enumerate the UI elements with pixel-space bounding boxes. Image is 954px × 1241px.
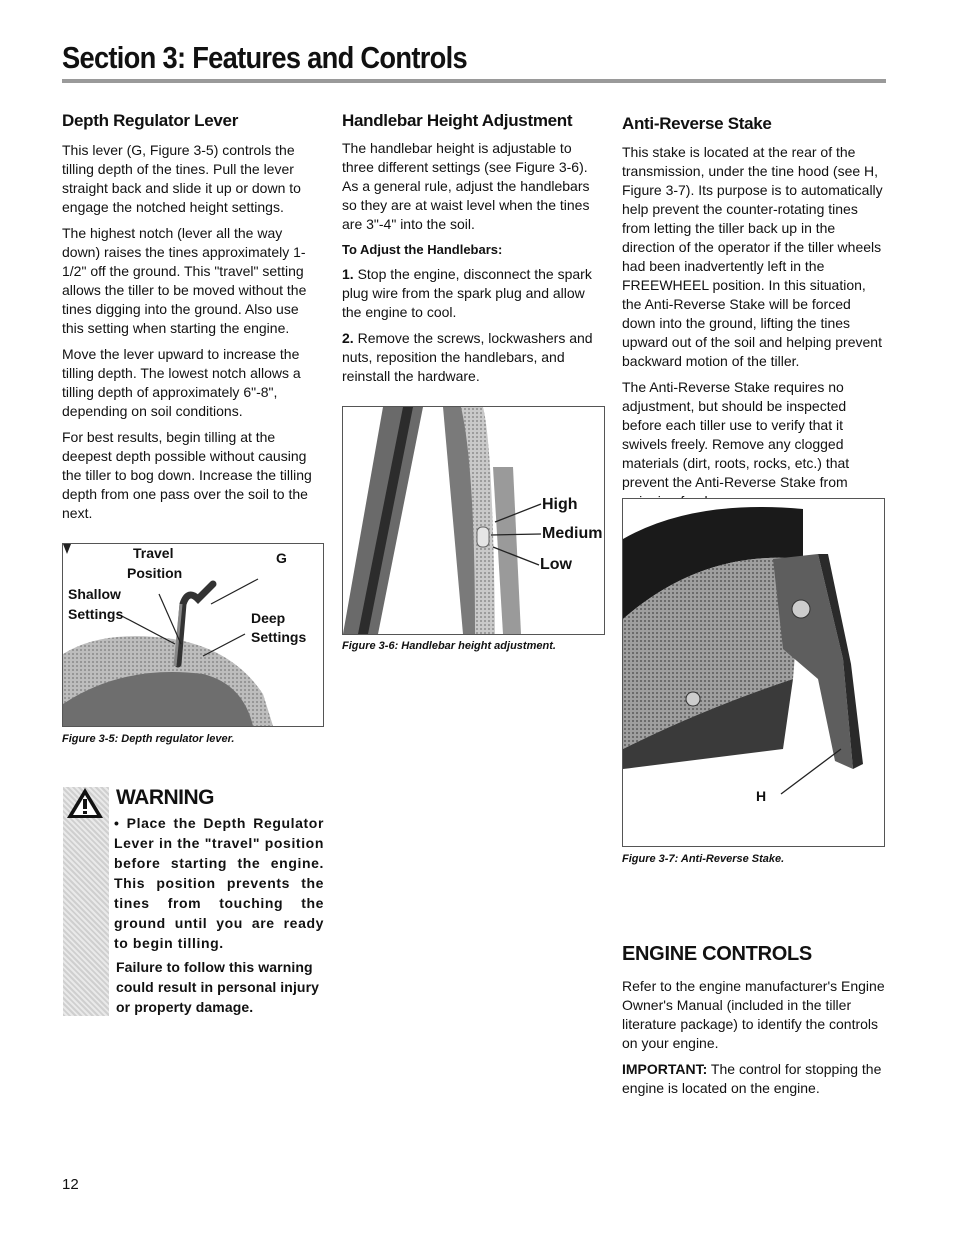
handlebar-step-1 — [342, 265, 604, 322]
important-label: IMPORTANT: — [622, 1061, 708, 1077]
anti-reverse-section — [622, 114, 884, 518]
anti-reverse-paragraph-1: This stake is located at the rear of the transmission, under the tine hood (see H, Figure 3-7). Its purpose is to automatically help prevent the counter-rotating tines from letting the tiller back up in the direction of the operator if the tiller wheels had been inadvertently left in the FREEWHEEL position. In this situation, the Anti-Reverse Stake will be forced down into the ground, lifting the tines upward out of the soil and helping prevent backward motion of the tiller. — [622, 144, 883, 369]
warning-bullet: • Place the Depth Regulator Lever in the "travel" position before starting the engine. This position prevents the tines from touching the ground until you are ready to begin tilling. — [114, 815, 324, 951]
handlebar-subheading: To Adjust the Handlebars: — [342, 242, 503, 257]
warning-title: WARNING — [116, 786, 214, 809]
anti-reverse-paragraph-2: The Anti-Reverse Stake requires no adjustment, but should be inspected before each tiller use to verify that it swivels freely. Remove any clogged materials (dirt, roots, rocks, etc.) that prevent the Anti-Reverse Stake from — [622, 379, 850, 490]
engine-controls-paragraph: Refer to the engine manufacturer's Engine Owner's Manual (included in the tiller literature package) to identify the controls on your engine. — [622, 978, 885, 1051]
figure-3-6-caption: Figure 3-6: Handlebar height adjustment. — [342, 640, 556, 652]
handlebar-heading: Handlebar Height Adjustment — [342, 111, 573, 130]
figure-3-5-caption: Figure 3-5: Depth regulator lever. — [62, 733, 235, 745]
high-label: High — [542, 496, 578, 513]
shallow-settings-label: Settings — [68, 606, 124, 622]
anti-reverse-stake-illustration — [623, 499, 884, 846]
figure-3-7-anti-reverse-stake — [622, 498, 885, 847]
page-title: Section 3: Features and Controls — [62, 40, 467, 75]
medium-label: Medium — [542, 525, 603, 542]
depth-regulator-section — [62, 111, 324, 530]
important-text: The control for stopping the engine is located on the engine. — [622, 1061, 882, 1096]
handlebar-illustration — [343, 407, 604, 634]
g-label: G — [276, 550, 287, 566]
shallow-label: Shallow — [68, 586, 121, 602]
handlebar-step-2 — [342, 329, 604, 386]
page-number: 12 — [62, 1176, 79, 1193]
depth-regulator-paragraph-2: The highest notch (lever all the way down) raises the tines approximately 1-1/2" off the ground. This "travel" setting allows the tiller to be moved without the tines digging into the ground. Also use this setting when starting the engine. — [62, 225, 307, 336]
depth-regulator-paragraph-3: Move the lever upward to increase the tilling depth. The lowest notch allows a tilling depth of approximately 6"-8", depending on soil conditions. — [62, 346, 301, 419]
step-1-text: Stop the engine, disconnect the spark plug wire from the spark plug and allow the engine to cool. — [342, 266, 592, 320]
depth-regulator-heading: Depth Regulator Lever — [62, 111, 239, 130]
engine-controls-important — [622, 1060, 886, 1098]
figure-3-6-handlebar — [342, 406, 605, 635]
position-label: Position — [127, 565, 183, 581]
handlebar-paragraph-1: The handlebar height is adjustable to three different settings (see Figure 3-6). As a general rule, adjust the handlebars so they are at waist level when the tines are 3"-4" into the soil. — [342, 140, 590, 232]
warning-icon — [65, 786, 105, 820]
warning-side-bar — [63, 787, 109, 1016]
title-divider — [62, 79, 886, 83]
low-label: Low — [540, 556, 572, 573]
step-1-number: 1. — [342, 266, 354, 282]
depth-regulator-paragraph-1: This lever (G, Figure 3-5) controls the tilling depth of the tines. Pull the lever straight back and slide it up or down to engage the notched height settings. — [62, 142, 301, 215]
depth-regulator-paragraph-4: For best results, begin tilling at the deepest depth possible without causing the tiller to bog down. Increase the tilling depth from one pass over the soil to the next. — [62, 429, 312, 521]
step-2-text: Remove the screws, lockwashers and nuts, reposition the handlebars, and reinstall the hardware. — [342, 330, 593, 384]
figure-3-5-depth-regulator — [62, 543, 324, 727]
deep-settings-label: Settings — [251, 629, 307, 645]
warning-footer: Failure to follow this warning could result in personal injury or property damage. — [116, 959, 320, 1015]
travel-label: Travel — [133, 545, 174, 561]
anti-reverse-heading: Anti-Reverse Stake — [622, 114, 772, 133]
h-label: H — [756, 788, 767, 804]
engine-controls-section — [622, 977, 886, 1105]
deep-label: Deep — [251, 610, 286, 626]
engine-controls-heading: ENGINE CONTROLS — [622, 943, 812, 965]
handlebar-section — [342, 111, 604, 393]
step-2-number: 2. — [342, 330, 354, 346]
figure-3-7-caption: Figure 3-7: Anti-Reverse Stake. — [622, 853, 785, 865]
